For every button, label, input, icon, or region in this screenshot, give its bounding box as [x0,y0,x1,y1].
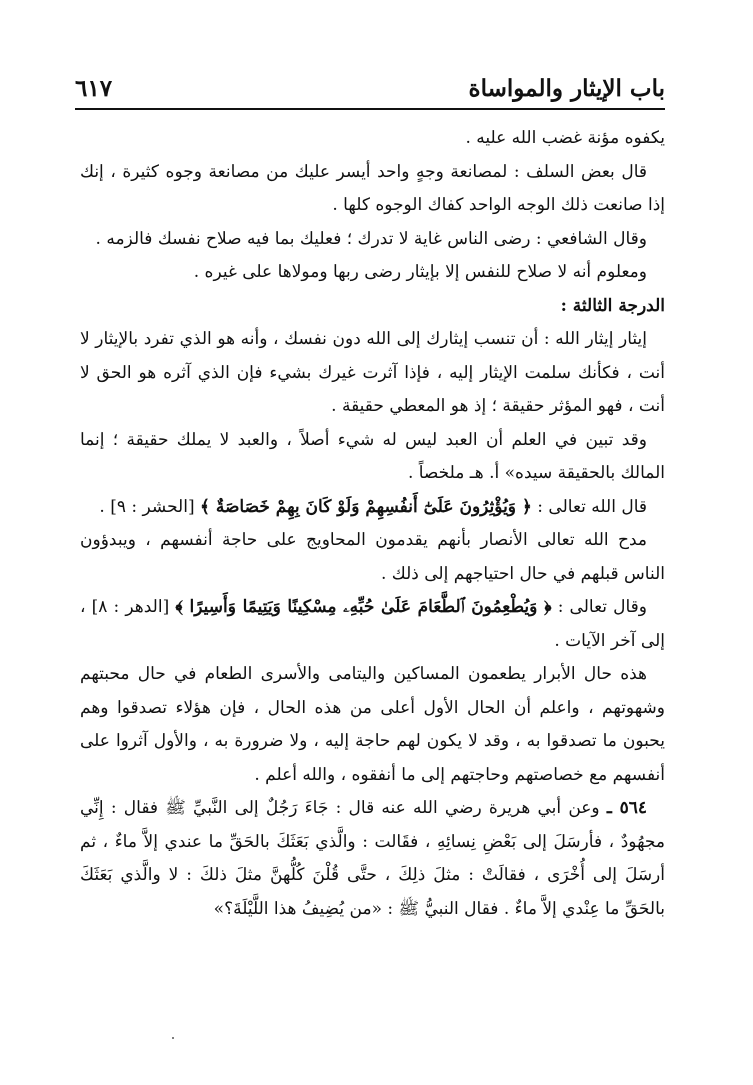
hadith-number: ٥٦٤ ـ [606,798,647,818]
verse-2-ref: [الدهر : ٨] ، إلى آخر الآيات . [80,597,665,651]
page-body [80,122,665,926]
scan-speck [172,1037,174,1039]
verse-2-text: ﴿ وَيُطْعِمُونَ ٱلطَّعَامَ عَلَىٰ حُبِّهِۦ مِسْكِينًا وَيَتِيمًا وَأَسِيرًا ﴾ [175,597,552,617]
page-header [75,62,665,102]
verse-1-intro: قال الله تعالى : [537,496,647,517]
paragraph-madah: مدح الله تعالى الأنصار بأنهم يقدمون المحاويج على حاجة أنفسهم ، ويبدؤون الناس قبلهم في حال احتياجهم إلى ذلك . [80,530,665,584]
hadith-text: وعن أبي هريرة رضي الله عنه قال : جَاءَ رَجُلٌ إلى النَّبيِّ ﷺ فقال : إِنِّي مجهُودٌ ، فأرسَلَ إلى بَعْضِ نِسائِهِ ، فقَالت : والَّذي بَعَثَكَ بالحَقِّ ما عندي إلاَّ ماءٌ ، ثم أرسَلَ إلى أُخْرَى ، فقالَتْ : مثلَ ذلِكَ ، حتَّى قُلْنَ كُلُّهنَّ مثلَ ذلكَ : لا والَّذي بَعَثَكَ بالحَقِّ ما عِنْدي إلاَّ ماءٌ . فقال النبيُّ ﷺ : «من يُضِيفُ هذا اللَّيْلَةَ؟» [80,798,665,919]
verse-2 [80,591,665,658]
paragraph-continuation: يكفوه مؤنة غضب الله عليه . [465,128,665,148]
verse-2-intro: وقال تعالى : [557,597,648,617]
paragraph-tabayyan: وقد تبين في العلم أن العبد ليس له شيء أصلاً ، والعبد لا يملك حقيقة ؛ إنما المالك بالحقيقة سيده» أ. هـ ملخصاً . [80,429,665,483]
hadith-564 [80,792,665,926]
paragraph-shafii: وقال الشافعي : رضى الناس غاية لا تدرك ؛ فعليك بما فيه صلاح نفسك فالزمه . [95,228,647,249]
verse-1-text: ﴿ وَيُؤْثِرُونَ عَلَىٰٓ أَنفُسِهِمْ وَلَوْ كَانَ بِهِمْ خَصَاصَةٌ ﴾ [199,496,532,517]
chapter-title: باب الإيثار والمواساة [468,75,665,102]
verse-1 [80,491,665,525]
page-number: ٦١٧ [75,75,113,102]
paragraph-ithar: إيثار إيثار الله : أن تنسب إيثارك إلى الله دون نفسك ، وأنه هو الذي تفرد بالإيثار لا أنت ، فكأنك سلمت الإيثار إليه ، فإذا آثرت غيرك بشيء فإن الذي آثره هو الحق لا أنت ، فهو المؤثر حقيقة ؛ إذ هو المعطي حقيقة . [80,329,665,416]
header-rule [75,108,665,110]
verse-1-ref: [الحشر : ٩] . [99,496,195,517]
section-heading: الدرجة الثالثة : [560,295,665,316]
paragraph-salaf: قال بعض السلف : لمصانعة وجهٍ واحد أيسر عليك من مصانعة وجوه كثيرة ، إنك إذا صانعت ذلك الوجه الواحد كفاك الوجوه كلها . [80,161,665,215]
paragraph-hadhihi: هذه حال الأبرار يطعمون المساكين واليتامى والأسرى الطعام في حال محبتهم وشهوتهم ، واعلم أن الحال الأول أعلى من هذه الحال ، فإن هؤلاء تصدقوا وهم يحبون ما تصدقوا به ، وقد لا يكون لهم حاجة إليه ، ولا ضرورة به ، والأول آثروا على أنفسهم مع خصاصتهم وحاجتهم إلى ما أنفقوه ، والله أعلم . [80,664,665,785]
paragraph-maloom: ومعلوم أنه لا صلاح للنفس إلا بإيثار رضى ربها ومولاها على غيره . [193,262,647,282]
